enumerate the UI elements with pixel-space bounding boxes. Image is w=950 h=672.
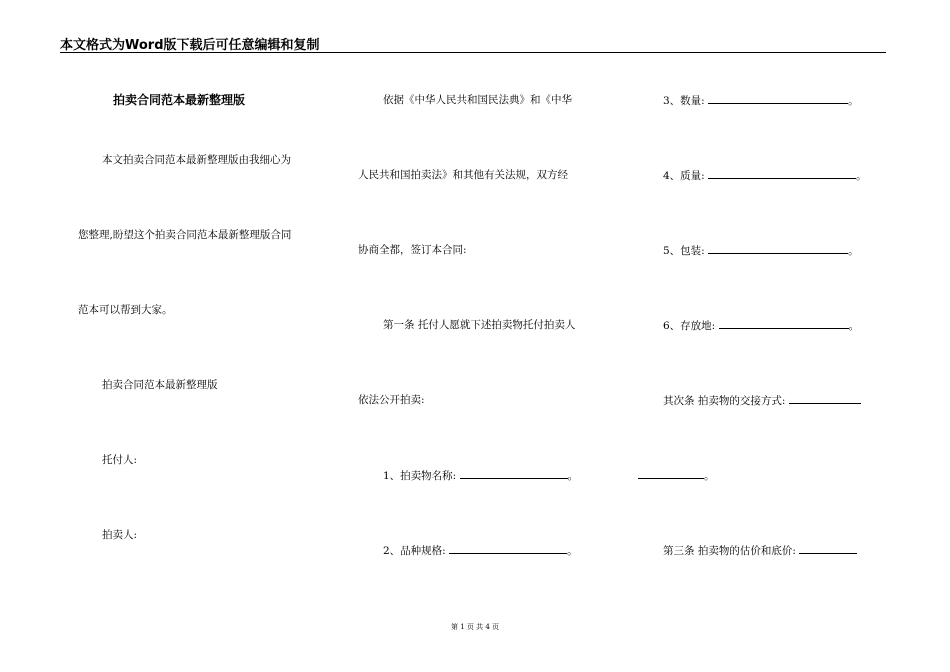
article-2-blank-2 — [638, 468, 704, 479]
item-2-line — [383, 543, 578, 558]
basis-line-2: 人民共和国拍卖法》和其他有关法规，双方经 — [358, 169, 568, 181]
article-2-line — [663, 393, 861, 408]
item-6-blank — [719, 318, 849, 329]
item-5-period: 。 — [848, 245, 859, 257]
article-1-line-1: 第一条 托付人愿就下述拍卖物托付拍卖人 — [383, 319, 576, 331]
article-3-line — [663, 543, 857, 558]
item-2-blank — [449, 543, 567, 554]
article-1-line-2: 依法公开拍卖: — [358, 394, 425, 406]
article-3-label: 第三条 拍卖物的估价和底价: — [663, 545, 796, 557]
item-5-blank — [708, 243, 848, 254]
item-4-blank — [708, 168, 856, 179]
item-4-label: 4、质量: — [663, 170, 705, 182]
item-2-label: 2、品种规格: — [383, 545, 446, 557]
page-footer: 第 1 页 共 4 页 — [450, 623, 500, 631]
article-2-continuation — [638, 468, 715, 483]
item-4-line — [663, 168, 867, 183]
article-2-period: 。 — [704, 470, 715, 482]
header-title: 本文格式为Word版下载后可任意编辑和复制 — [60, 38, 320, 53]
article-3-blank — [799, 543, 857, 554]
item-1-period: 。 — [567, 470, 579, 482]
item-6-line — [663, 318, 859, 333]
item-1-line — [383, 468, 578, 483]
item-2-period: 。 — [567, 545, 578, 557]
item-1-blank — [460, 468, 568, 479]
item-3-label: 3、数量: — [663, 95, 705, 107]
item-5-line — [663, 243, 859, 258]
article-2-label: 其次条 拍卖物的交接方式: — [663, 395, 786, 407]
item-3-blank — [708, 93, 848, 104]
item-3-period: 。 — [848, 95, 859, 107]
document-title: 拍卖合同范本最新整理版 — [113, 93, 246, 107]
item-6-label: 6、存放地: — [663, 320, 716, 332]
item-6-period: 。 — [848, 320, 860, 332]
item-4-period: 。 — [856, 170, 867, 182]
intro-line-3: 范本可以帮到大家。 — [78, 304, 173, 316]
item-1-label: 1、拍卖物名称: — [383, 470, 457, 482]
basis-line-3: 协商全都，签订本合同: — [358, 244, 467, 256]
page-header — [60, 34, 886, 53]
intro-line-1: 本文拍卖合同范本最新整理版由我细心为 — [102, 154, 291, 166]
item-3-line — [663, 93, 859, 108]
auctioneer-label: 拍卖人: — [102, 529, 138, 541]
contract-subtitle: 拍卖合同范本最新整理版 — [102, 379, 218, 391]
article-2-blank — [789, 393, 861, 404]
item-5-label: 5、包装: — [663, 245, 705, 257]
consignor-label: 托付人: — [102, 454, 138, 466]
intro-line-2: 您整理,盼望这个拍卖合同范本最新整理版合同 — [78, 229, 292, 241]
basis-line-1: 依据《中华人民共和国民法典》和《中华 — [383, 94, 572, 106]
